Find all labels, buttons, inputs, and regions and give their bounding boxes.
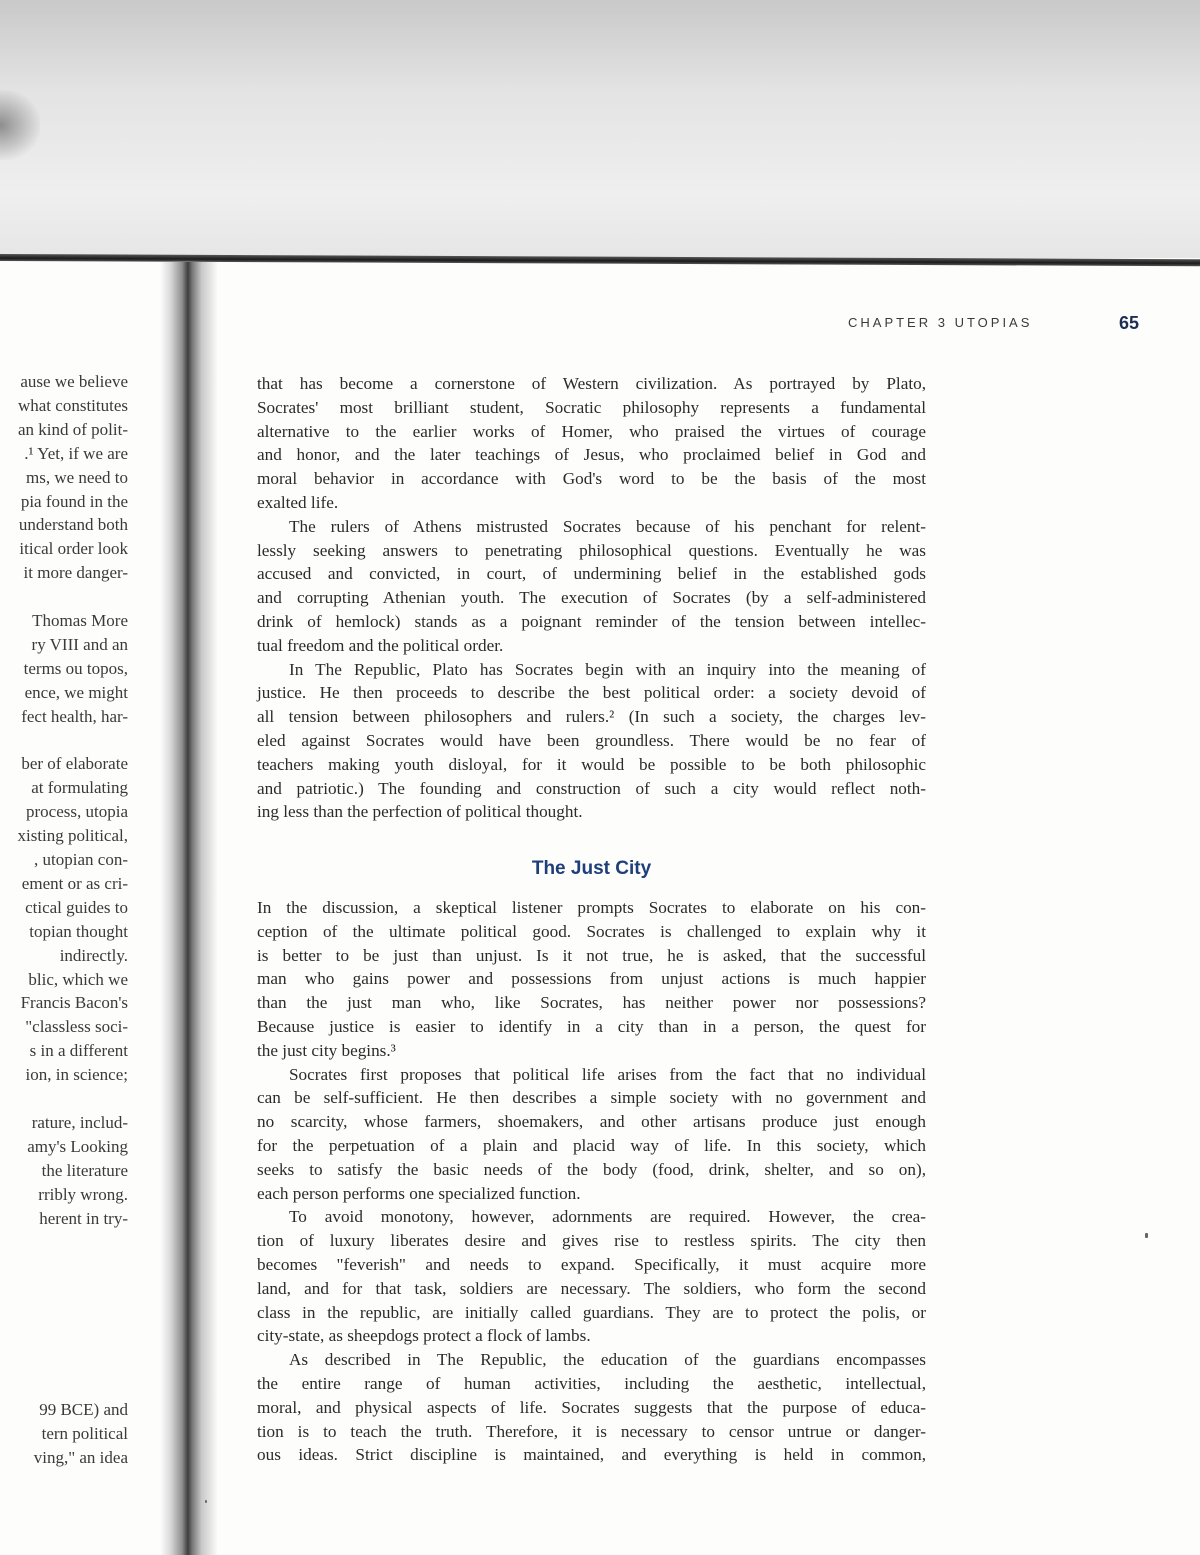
facing-page-line: herent in try-: [39, 1208, 128, 1228]
text-line: teachers making youth disloyal, for it would be possible to be both philosophic: [257, 754, 926, 774]
text-line: accused and convicted, in court, of undermining belief in the established gods: [257, 564, 926, 584]
text-line: tual freedom and the political order.: [257, 635, 504, 655]
text-line: drink of hemlock) stands as a poignant reminder of the tension between intellec-: [257, 611, 926, 631]
facing-page-line: ry VIII and an: [31, 634, 128, 654]
text-line: becomes "feverish" and needs to expand. Specifically, it must acquire more: [257, 1254, 926, 1274]
text-line: exalted life.: [257, 492, 339, 512]
facing-page-line: s in a different: [29, 1041, 128, 1061]
text-line: tion is to teach the truth. Therefore, it is necessary to censor untrue or danger-: [257, 1421, 926, 1441]
facing-page-line: ving," an idea: [33, 1447, 128, 1467]
facing-page-line: ion, in science;: [25, 1065, 128, 1085]
facing-page-line: what constitutes: [17, 395, 128, 415]
facing-page-line: ence, we might: [24, 682, 128, 702]
body-text-before-heading: [257, 372, 926, 824]
facing-page-line: "classless soci-: [25, 1017, 128, 1037]
book-gutter-shadow: [160, 262, 218, 1555]
facing-page-line: fect health, har-: [21, 706, 128, 726]
facing-page-line: ctical guides to: [25, 897, 128, 917]
facing-page-line: Francis Bacon's: [20, 993, 128, 1013]
text-line: land, and for that task, soldiers are necessary. The soldiers, who form the second: [257, 1278, 926, 1298]
text-line: can be self-sufficient. He then describes a simple society with no government and: [257, 1088, 926, 1108]
text-line: moral, and physical aspects of life. Socrates suggests that the purpose of educa-: [257, 1397, 926, 1417]
text-line: each person performs one specialized function.: [257, 1183, 581, 1203]
facing-page-line: an kind of polit-: [17, 419, 128, 439]
text-line: no scarcity, whose farmers, shoemakers, and other artisans produce just enough: [257, 1112, 926, 1132]
text-line: The rulers of Athens mistrusted Socrates because of his penchant for relent-: [289, 516, 926, 536]
facing-page-line: xisting political,: [17, 826, 128, 846]
facing-page-line: ause we believe: [20, 372, 128, 391]
section-heading: The Just City: [531, 858, 652, 879]
text-line: ception of the ultimate political good. Socrates is challenged to explain why it: [257, 921, 926, 941]
text-line: class in the republic, are initially called guardians. They are to protect the polis, or: [257, 1302, 926, 1322]
text-line: alternative to the earlier works of Homer, who praised the virtues of courage: [257, 421, 926, 441]
text-line: In the discussion, a skeptical listener prompts Socrates to elaborate on his con-: [257, 898, 926, 917]
text-line: man who gains power and possessions from unjust actions is much happier: [257, 969, 926, 989]
text-line: moral behavior in accordance with God's word to be the basis of the most: [257, 469, 926, 489]
text-line: tion of luxury liberates desire and gives rise to restless spirits. The city then: [257, 1231, 926, 1251]
text-line: and honor, and the later teachings of Jesus, who proclaimed belief in God and: [257, 445, 926, 465]
text-line: eled against Socrates would have been groundless. There would be no fear of: [257, 730, 926, 750]
facing-page-line: process, utopia: [26, 802, 128, 822]
text-line: the entire range of human activities, including the aesthetic, intellectual,: [257, 1373, 926, 1393]
text-line: Socrates first proposes that political life arises from the fact that no individual: [289, 1064, 926, 1084]
text-line: To avoid monotony, however, adornments are required. However, the crea-: [289, 1207, 926, 1227]
text-line: Because justice is easier to identify in a city than in a person, the quest for: [257, 1016, 926, 1036]
facing-page-line: ement or as cri-: [21, 873, 128, 893]
text-line: ing less than the perfection of political thought.: [257, 802, 583, 822]
facing-page-line: , utopian con-: [34, 850, 128, 869]
facing-page-line: amy's Looking: [27, 1136, 128, 1156]
text-line: Socrates' most brilliant student, Socratic philosophy represents a fundamental: [257, 397, 926, 417]
text-line: As described in The Republic, the education of the guardians encompasses: [289, 1350, 926, 1370]
text-line: all tension between philosophers and rulers.² (In such a society, the charges lev-: [257, 707, 926, 727]
facing-page-line: topian thought: [29, 921, 128, 941]
text-line: justice. He then proceeds to describe the best political order: a society devoid of: [257, 683, 926, 703]
text-line: seeks to satisfy the basic needs of the body (food, drink, shelter, and so on),: [257, 1159, 926, 1179]
text-line: than the just man who, like Socrates, has neither power nor possessions?: [257, 993, 926, 1013]
running-head: CHAPTER 3 UTOPIAS: [848, 315, 1033, 330]
text-line: is better to be just than unjust. Is it not true, he is asked, that the successful: [257, 945, 926, 965]
scan-speck: [1145, 1233, 1148, 1238]
text-line: that has become a cornerstone of Western civilization. As portrayed by Plato,: [257, 374, 926, 393]
body-text-after-heading: [257, 896, 926, 1467]
page-number: 65: [1119, 313, 1140, 333]
facing-page-line: terms ou topos,: [23, 658, 128, 678]
facing-page-line: .¹ Yet, if we are: [24, 443, 128, 463]
scan-speck: [205, 1500, 207, 1503]
facing-page-line: indirectly.: [59, 945, 128, 965]
scanner-background: [0, 0, 1200, 258]
facing-page-line: itical order look: [19, 539, 128, 559]
facing-page-line: 99 BCE) and: [39, 1399, 128, 1419]
facing-page-line: ber of elaborate: [21, 754, 128, 774]
facing-page-line: pia found in the: [20, 491, 128, 511]
facing-page-line: rribly wrong.: [38, 1184, 128, 1204]
text-line: In The Republic, Plato has Socrates begin with an inquiry into the meaning of: [289, 659, 926, 679]
text-line: ous ideas. Strict discipline is maintained, and everything is held in common,: [257, 1445, 926, 1465]
text-line: and patriotic.) The founding and construction of such a city would reflect noth-: [257, 778, 926, 798]
facing-page-line: blic, which we: [28, 969, 128, 989]
facing-page-line: Thomas More: [32, 611, 128, 630]
text-line: the just city begins.³: [257, 1040, 396, 1060]
facing-page-line: at formulating: [31, 778, 128, 798]
facing-page-line: ms, we need to: [26, 467, 128, 487]
facing-page-line: rature, includ-: [31, 1112, 128, 1132]
text-line: for the perpetuation of a plain and placid way of life. In this society, which: [257, 1135, 926, 1155]
text-line: city-state, as sheepdogs protect a flock of lambs.: [257, 1326, 591, 1346]
facing-page-line: it more danger-: [23, 563, 128, 583]
facing-page-line: understand both: [18, 515, 128, 535]
text-line: lessly seeking answers to penetrating philosophical questions. Eventually he was: [257, 540, 926, 560]
facing-page-column: [0, 372, 160, 1552]
facing-page-line: the literature: [41, 1160, 128, 1180]
text-line: and corrupting Athenian youth. The execution of Socrates (by a self-administered: [257, 588, 926, 608]
facing-page-line: tern political: [41, 1423, 128, 1443]
